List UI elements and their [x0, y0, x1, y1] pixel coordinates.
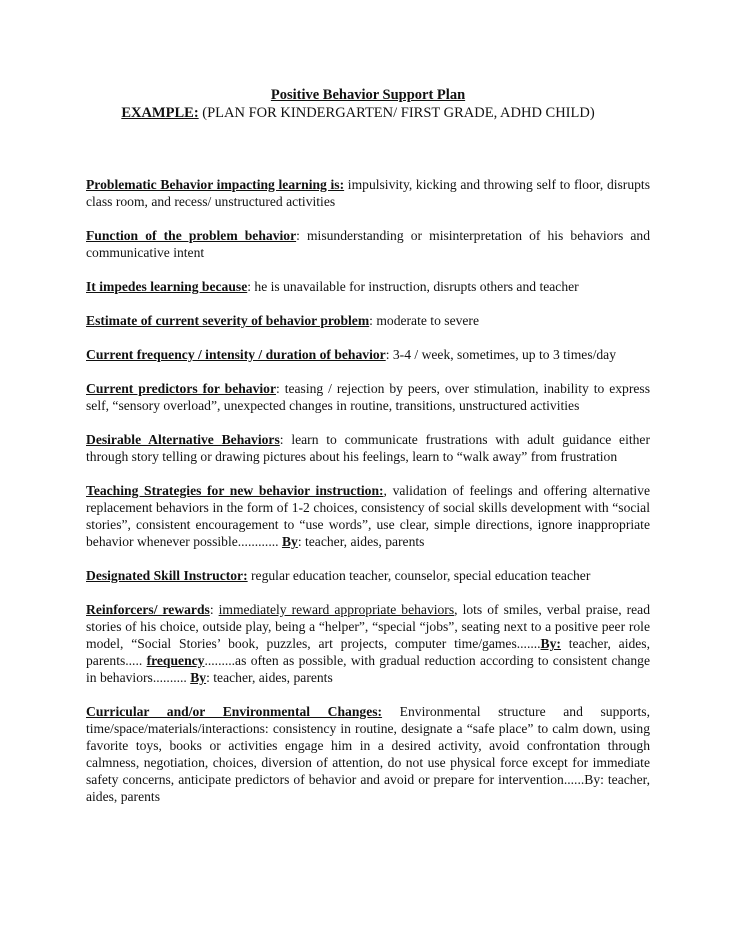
section-heading: Function of the problem behavior: [86, 228, 297, 243]
section-heading: It impedes learning because: [86, 279, 248, 294]
section-teaching-strategies: [86, 482, 650, 550]
by-label: By:: [540, 636, 561, 651]
section-separator: :: [209, 602, 219, 617]
document-subtitle: [66, 104, 650, 122]
frequency-label: frequency: [146, 653, 205, 668]
section-text: : misunderstanding or misinterpretation of his behaviors and communicative intent: [86, 228, 650, 260]
section-heading: Curricular and/or Environmental Changes:: [86, 704, 383, 719]
section-text: : he is unavailable for instruction, disrupts others and teacher: [247, 279, 579, 294]
section-text: impulsivity, kicking and throwing self to floor, disrupts class room, and recess/ unstructured activities: [86, 177, 650, 209]
subtitle-text: (PLAN FOR KINDERGARTEN/ FIRST GRADE, ADHD CHILD): [198, 105, 595, 121]
section-reinforcers: [86, 601, 650, 686]
section-text: , lots of smiles, verbal praise, read stories of his choice, outside play, being a “helper”, “special “jobs”, seating next to a positive peer role model, “Social Stories’ book, puzzles, art projects, computer time/games.......: [86, 602, 651, 651]
section-text: Environmental structure and supports, time/space/materials/interactions: consistency in routine, designate a “safe place” to calm down, using favorite toys, books or activities engage him in a desired activity, avoid confrontation through calmness, negotiation, choices, diversion of attention, do not use physical force except for immediate safety concerns, anticipate predictors of behavior and avoid or prepare for intervention......By: teacher, aides, parents: [86, 704, 650, 804]
section-text: : moderate to severe: [369, 313, 479, 328]
section-heading: Designated Skill Instructor:: [86, 568, 248, 583]
section-text: : teacher, aides, parents: [297, 534, 425, 549]
section-alternative-behaviors: [86, 431, 650, 465]
section-heading: Current frequency / intensity / duration of behavior: [86, 347, 386, 362]
section-skill-instructor: [86, 567, 650, 584]
section-text: .........as often as possible, with gradual reduction according to consistent change in behaviors..........: [86, 653, 650, 685]
section-heading: Estimate of current severity of behavior problem: [86, 313, 370, 328]
document-page: [86, 86, 650, 822]
section-heading: Current predictors for behavior: [86, 381, 276, 396]
document-title: Positive Behavior Support Plan: [270, 87, 466, 103]
subtitle-example-label: EXAMPLE:: [121, 105, 199, 121]
section-text: teacher, aides, parents.....: [86, 636, 650, 668]
section-heading: Teaching Strategies for new behavior instruction:: [86, 483, 384, 498]
section-text: : learn to communicate frustrations with adult guidance either through story telling or drawing pictures about his feelings, learn to “walk away” from frustration: [86, 432, 650, 464]
section-heading: Reinforcers/ rewards: [86, 602, 210, 617]
section-text: regular education teacher, counselor, special education teacher: [247, 568, 591, 583]
section-text: : teacher, aides, parents: [206, 670, 333, 685]
section-problematic-behavior: [86, 176, 650, 210]
section-severity: [86, 312, 650, 329]
by-label: By: [190, 670, 207, 685]
section-heading: Desirable Alternative Behaviors: [86, 432, 280, 447]
section-heading: Problematic Behavior impacting learning is:: [86, 177, 345, 192]
underlined-phrase: immediately reward appropriate behaviors: [218, 602, 455, 617]
by-label: By: [281, 534, 298, 549]
section-predictors: [86, 380, 650, 414]
section-text: : teasing / rejection by peers, over stimulation, inability to express self, “sensory overload”, unexpected changes in routine, transitions, unstructured activities: [86, 381, 650, 413]
section-text: : 3-4 / week, sometimes, up to 3 times/day: [385, 347, 617, 362]
section-frequency: [86, 346, 650, 363]
section-impedes-learning: [86, 278, 650, 295]
section-function: [86, 227, 650, 261]
section-text: , validation of feelings and offering alternative replacement behaviors in the form of 1-2 choices, consistency of social skills development with “social stories”, consistent encouragement to “use words”, use clear, simple directions, ignore inappropriate behavior whenever possible............: [86, 483, 650, 549]
section-curricular-changes: [86, 703, 650, 805]
